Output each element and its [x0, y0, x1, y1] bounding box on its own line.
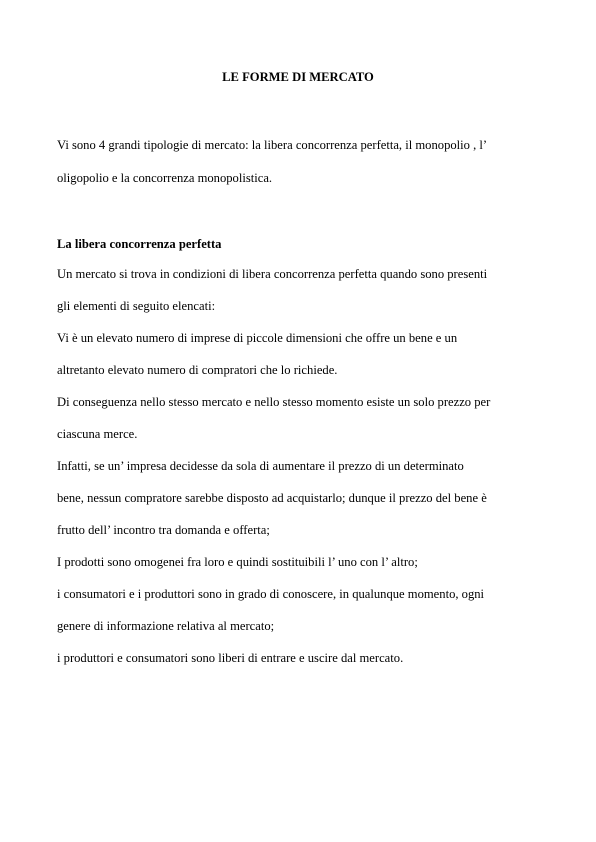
body-line: bene, nessun compratore sarebbe disposto ad acquistarlo; dunque il prezzo del bene è	[57, 491, 487, 505]
intro-line: Vi sono 4 grandi tipologie di mercato: la libera concorrenza perfetta, il monopolio , l’	[57, 138, 488, 152]
body-line: Un mercato si trova in condizioni di libera concorrenza perfetta quando sono presenti	[57, 267, 488, 281]
document-title: LE FORME DI MERCATO	[222, 70, 374, 84]
body-line: Infatti, se un’ impresa decidesse da sola di aumentare il prezzo di un determinato	[57, 459, 464, 473]
body-line: Vi è un elevato numero di imprese di piccole dimensioni che offre un bene e un	[57, 331, 458, 345]
body-line: ciascuna merce.	[57, 427, 138, 441]
body-line: Di conseguenza nello stesso mercato e nello stesso momento esiste un solo prezzo per	[57, 395, 491, 409]
body-line: gli elementi di seguito elencati:	[57, 299, 216, 313]
body-line: genere di informazione relativa al mercato;	[57, 619, 275, 633]
body-line: i produttori e consumatori sono liberi di entrare e uscire dal mercato.	[57, 651, 404, 665]
body-line: i consumatori e i produttori sono in grado di conoscere, in qualunque momento, ogni	[57, 587, 485, 601]
body-line: frutto dell’ incontro tra domanda e offerta;	[57, 523, 270, 537]
intro-line: oligopolio e la concorrenza monopolistica.	[57, 171, 273, 185]
body-line: I prodotti sono omogenei fra loro e quindi sostituibili l’ uno con l’ altro;	[57, 555, 418, 569]
body-line: altretanto elevato numero di compratori che lo richiede.	[57, 363, 338, 377]
section-heading: La libera concorrenza perfetta	[57, 237, 222, 251]
